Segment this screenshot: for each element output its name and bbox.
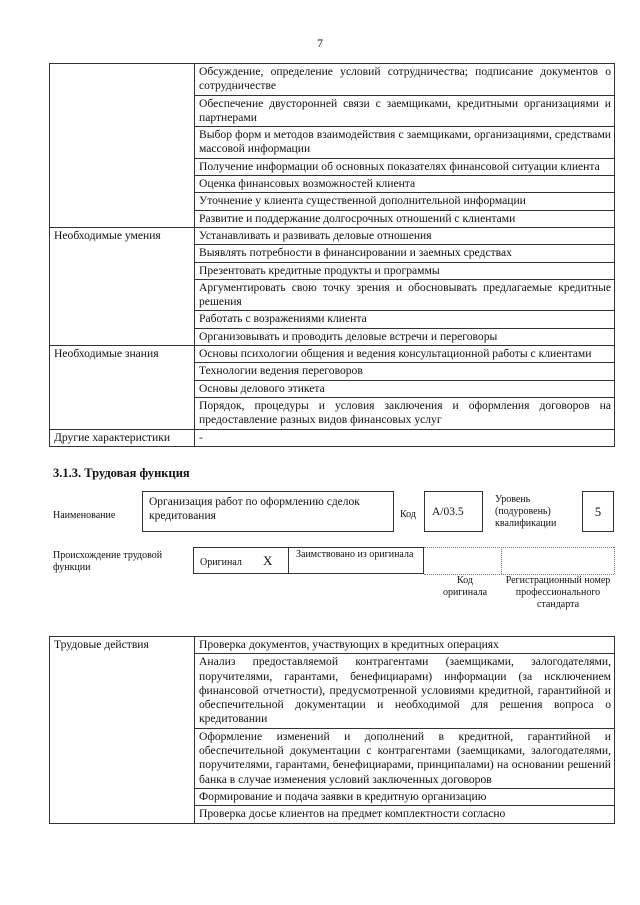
labor-actions-table <box>49 636 615 824</box>
knowledge-item: Технологии ведения переговоров <box>195 363 615 380</box>
labor-actions-label: Трудовые действия <box>50 637 195 824</box>
original-box <box>193 547 289 574</box>
function-name-box <box>142 491 394 532</box>
knowledge-label: Необходимые знания <box>50 346 195 429</box>
borrowed-box <box>289 547 424 574</box>
original-label: Оригинал <box>200 557 242 568</box>
skill-item: Презентовать кредитные продукты и программы <box>195 262 615 279</box>
labor-action-item: Получение информации об основных показателях финансовой ситуации клиента <box>195 158 615 175</box>
labor-action-item: Проверка документов, участвующих в кредитных операциях <box>195 637 615 654</box>
empty-label-cell <box>50 64 195 228</box>
knowledge-item: Основы делового этикета <box>195 380 615 397</box>
code-caption: Код оригинала <box>442 575 488 598</box>
labor-action-item: Выбор форм и методов взаимодействия с заемщиками, организациями, средствами массовой информации <box>195 127 615 159</box>
code-value: A/03.5 <box>432 506 464 518</box>
level-value: 5 <box>594 505 602 519</box>
origin-dotted-top <box>424 547 614 548</box>
other-characteristics-value: - <box>195 429 615 446</box>
labor-action-item: Обсуждение, определение условий сотрудничества; подписание документов о сотрудничестве <box>195 64 615 96</box>
labor-action-item: Уточнение у клиента существенной дополнительной информации <box>195 193 615 210</box>
code-box <box>424 491 483 532</box>
code-label: Код <box>400 509 416 520</box>
skill-item: Организовывать и проводить деловые встречи и переговоры <box>195 328 615 345</box>
name-label: Наименование <box>53 510 116 521</box>
registration-caption: Регистрационный номер профессионального стандарта <box>505 575 611 610</box>
borrowed-label: Заимствовано из оригинала <box>296 549 414 560</box>
labor-action-item: Формирование и подача заявки в кредитную организацию <box>195 788 615 805</box>
labor-action-item: Обеспечение двусторонней связи с заемщиками, кредитными организациями и партнерами <box>195 95 615 127</box>
labor-action-item: Развитие и поддержание долгосрочных отношений с клиентами <box>195 210 615 227</box>
function-name: Организация работ по оформлению сделок кредитования <box>149 496 360 522</box>
origin-dotted-divider <box>501 547 502 574</box>
labor-action-item: Анализ предоставляемой контрагентами (заемщиками, залогодателями, поручителями, гарантами, бенефициарами) информации (за исключением финансовой отчетности), предусмотренной условиями кредитной, гарантийной и обеспечительной документации и необходимой для решения вопроса о кредитовании <box>195 654 615 728</box>
level-label: Уровень (подуровень) квалификации <box>495 494 557 529</box>
skill-item: Выявлять потребности в финансировании и заемных средствах <box>195 245 615 262</box>
level-box <box>582 491 614 532</box>
origin-label: Происхождение трудовой функции <box>53 550 163 573</box>
labor-action-item: Проверка досье клиентов на предмет комплектности согласно <box>195 806 615 823</box>
skill-item: Аргументировать свою точку зрения и обосновывать предлагаемые кредитные решения <box>195 279 615 311</box>
section-title: 3.1.3. Трудовая функция <box>53 466 190 480</box>
origin-dotted-right <box>614 547 615 574</box>
skill-item: Устанавливать и развивать деловые отношения <box>195 227 615 244</box>
knowledge-item: Порядок, процедуры и условия заключения и оформления договоров на предоставление разных видов финансовых услуг <box>195 397 615 429</box>
page-number: 7 <box>317 36 323 50</box>
skills-label: Необходимые умения <box>50 227 195 345</box>
competency-table <box>49 63 615 447</box>
original-mark: X <box>263 553 273 568</box>
other-characteristics-label: Другие характеристики <box>50 429 195 446</box>
labor-action-item: Оформление изменений и дополнений в кредитной, гарантийной и обеспечительной документации с контрагентами (заемщиками, залогодателями, поручителями, гарантами, бенефициарами, принципалами) на основании решений банка в случае изменения условий заключенных договоров <box>195 728 615 788</box>
knowledge-item: Основы психологии общения и ведения консультационной работы с клиентами <box>195 346 615 363</box>
skill-item: Работать с возражениями клиента <box>195 311 615 328</box>
labor-action-item: Оценка финансовых возможностей клиента <box>195 176 615 193</box>
